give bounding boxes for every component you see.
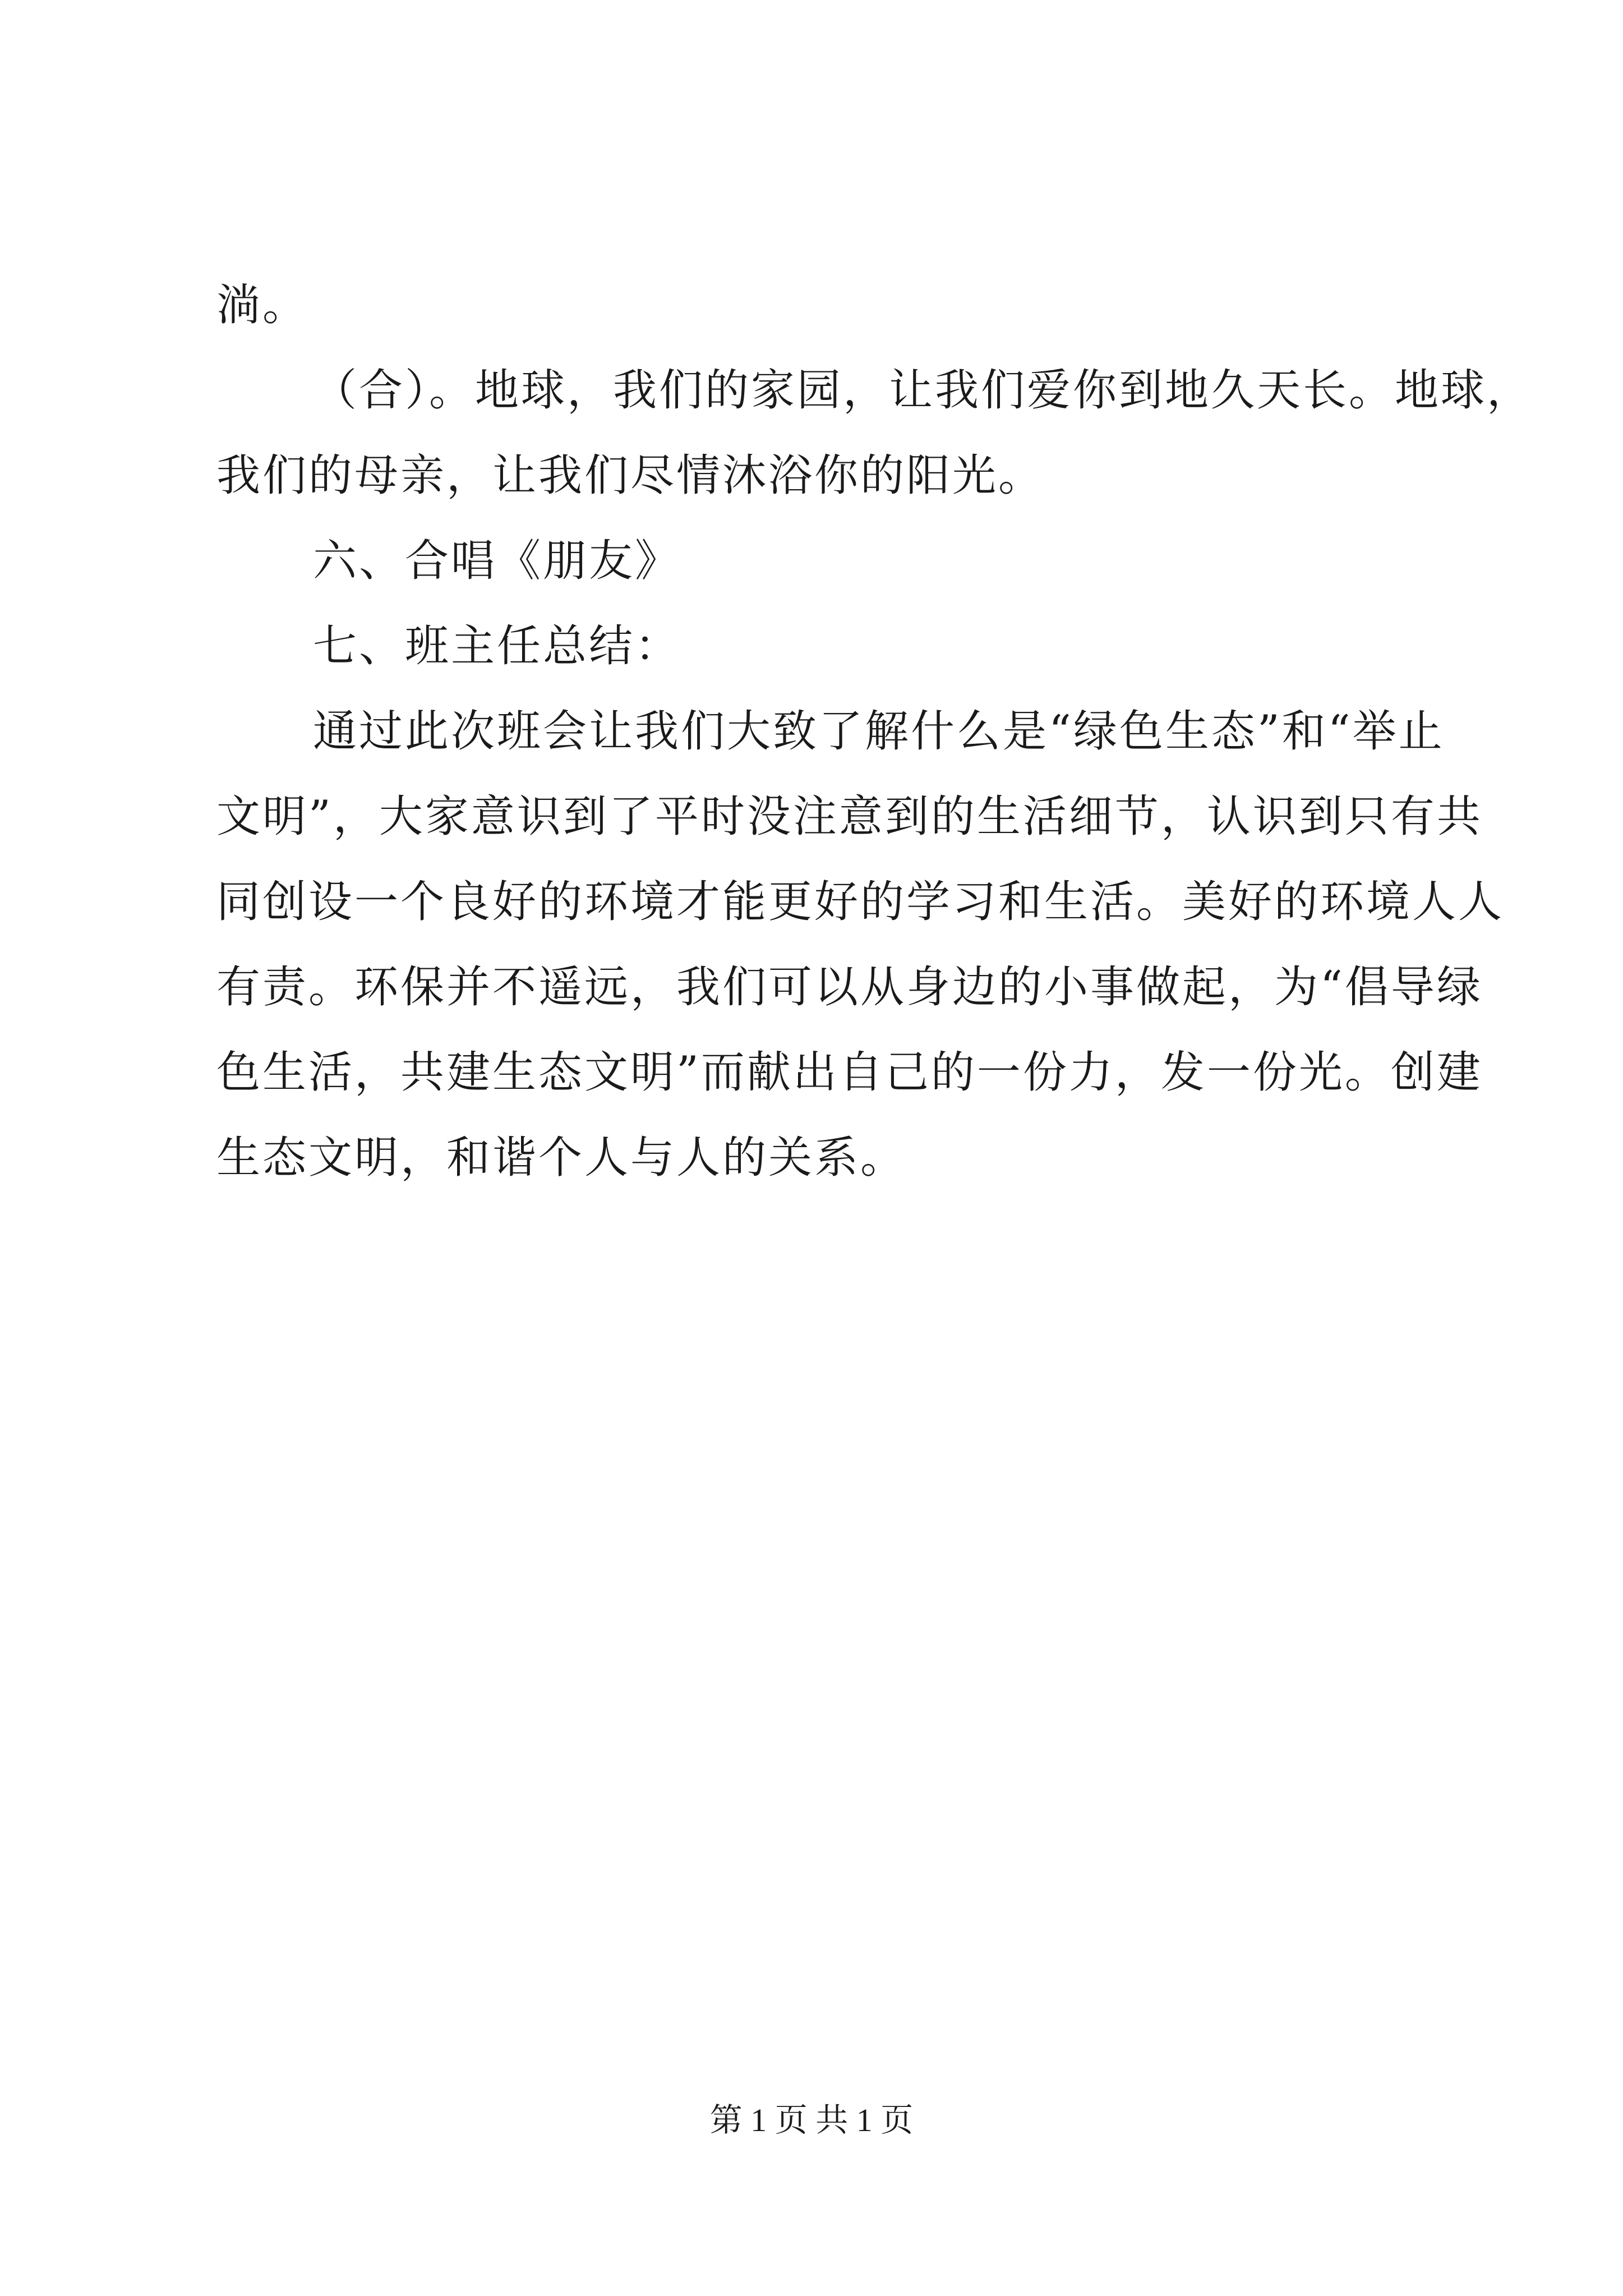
- text-line: 生态文明，和谐个人与人的关系。: [216, 1133, 907, 1183]
- text-line: 通过此次班会让我们大致了解什么是“绿色生态”和“举止: [313, 706, 1445, 757]
- text-line: 淌。: [216, 280, 309, 330]
- text-line: （合）。地球，我们的家园，让我们爱你到地久天长。地球，: [313, 365, 1533, 416]
- text-line: 色生活，共建生态文明”而献出自己的一份力，发一份光。创建: [216, 1047, 1483, 1098]
- text-line: 文明”，大家意识到了平时没注意到的生活细节，认识到只有共: [216, 792, 1483, 842]
- page-footer: 第 1 页 共 1 页: [709, 2102, 914, 2138]
- text-line: 我们的母亲，让我们尽情沐浴你的阳光。: [216, 450, 1045, 501]
- section-heading: 七、班主任总结：: [313, 621, 681, 671]
- text-line: 有责。环保并不遥远，我们可以从身边的小事做起，为“倡导绿: [216, 962, 1483, 1013]
- text-line: 同创设一个良好的环境才能更好的学习和生活。美好的环境人人: [216, 877, 1505, 927]
- body-text: [216, 263, 1533, 1200]
- section-heading: 六、合唱《朋友》: [313, 536, 681, 586]
